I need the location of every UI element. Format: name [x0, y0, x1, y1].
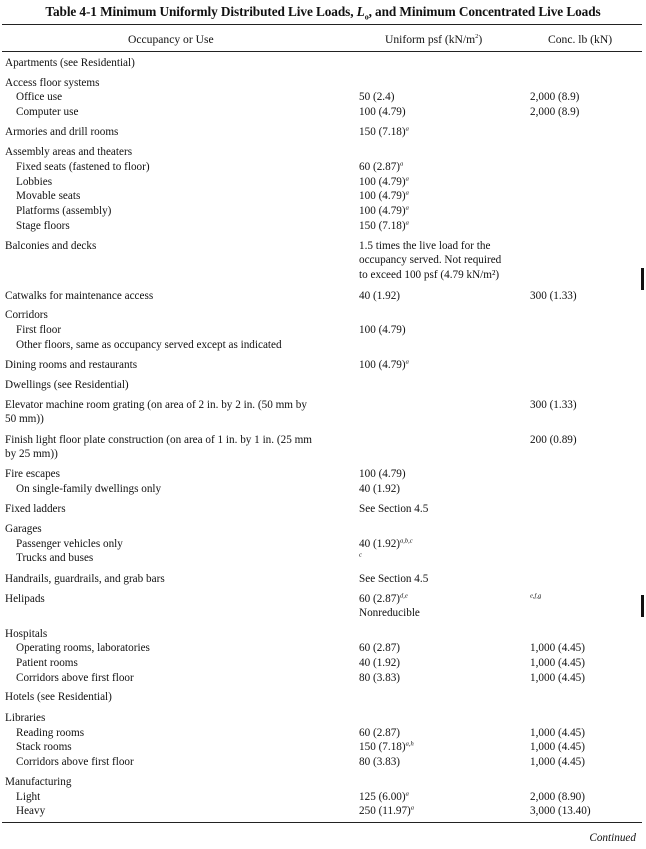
title-text-end: , and Minimum Concentrated Live Loads [368, 4, 601, 19]
concentrated-load-cell: 200 (0.89) [530, 434, 577, 446]
uniform-load-cell: See Section 4.5 [359, 573, 429, 585]
uniform-load-cell: occupancy served. Not required [359, 254, 502, 266]
footnote-ref: a [410, 804, 415, 812]
concentrated-load-cell: 3,000 (13.40) [530, 805, 591, 817]
occupancy-cell: Fixed seats (fastened to floor) [16, 161, 150, 173]
occupancy-cell: Trucks and buses [16, 552, 94, 564]
occupancy-cell: Access floor systems [5, 77, 100, 89]
uniform-load-cell: 100 $(4.79)^a$ [359, 189, 409, 202]
title-symbol: L [356, 4, 365, 19]
footnote-ref: a,h [405, 740, 414, 748]
occupancy-cell: Stack rooms [16, 741, 72, 753]
occupancy-cell: Fire escapes [5, 468, 60, 480]
uniform-load-cell: 60 $(2.87)^{d,e}$ [359, 592, 408, 605]
uniform-load-cell: 80 (3.83) [359, 672, 401, 684]
occupancy-cell: Operating rooms, laboratories [16, 642, 150, 654]
occupancy-cell: Helipads [5, 593, 45, 605]
occupancy-cell: Platforms (assembly) [16, 205, 112, 217]
footnote-ref: a [400, 160, 404, 168]
uniform-load-cell: Nonreducible [359, 607, 420, 619]
change-bar [641, 595, 644, 617]
footnote-ref: a,b,c [400, 537, 413, 545]
occupancy-cell: Corridors [5, 309, 48, 321]
title-subscript: o [364, 12, 369, 22]
occupancy-cell: On single-family dwellings only [16, 483, 162, 495]
occupancy-cell: Office use [16, 91, 63, 103]
concentrated-load-cell: 1,000 (4.45) [530, 727, 585, 739]
occupancy-cell: Balconies and decks [5, 240, 97, 252]
occupancy-cell: Dining rooms and restaurants [5, 359, 138, 371]
occupancy-cell: Hotels (see Residential) [5, 691, 112, 703]
change-bar [641, 268, 644, 290]
concentrated-load-cell: 300 (1.33) [530, 290, 577, 302]
occupancy-cell: Light [16, 791, 41, 803]
occupancy-cell: Handrails, guardrails, and grab bars [5, 573, 165, 585]
occupancy-cell: Stage floors [16, 220, 70, 232]
uniform-load-cell: 80 (3.83) [359, 756, 401, 768]
footnote-ref: a [405, 189, 409, 197]
title-text: Table 4-1 Minimum Uniformly Distributed Live Loads, [45, 4, 357, 19]
concentrated-load-cell: 1,000 (4.45) [530, 642, 585, 654]
occupancy-cell: Apartments (see Residential) [5, 57, 135, 69]
uniform-load-cell: 125 $(6.00)^a$ [359, 790, 409, 803]
occupancy-cell: Other floors, same as occupancy served except as indicated [16, 339, 282, 351]
concentrated-load-cell: 2,000 (8.9) [530, 91, 580, 103]
bottom-rule [2, 822, 642, 823]
uniform-load-cell: 150 $(7.18)^a$ [359, 125, 409, 138]
uniform-load-cell: 150 $(7.18)^a$ [359, 219, 409, 232]
top-rule [2, 24, 642, 25]
uniform-load-cell: 100 (4.79) [359, 106, 406, 118]
uniform-load-cell: 250 $(11.97)^a$ [359, 804, 415, 817]
uniform-load-cell: 40 (1.92) [359, 657, 401, 669]
occupancy-cell: Garages [5, 523, 42, 535]
uniform-load-cell: 100 (4.79) [359, 468, 406, 480]
uniform-load-cell: 150 $(7.18)^{a,h}$ [359, 740, 414, 753]
footnote-ref: a [405, 204, 409, 212]
occupancy-cell: Catwalks for maintenance access [5, 290, 154, 302]
concentrated-load-cell: 300 (1.33) [530, 399, 577, 411]
concentrated-load-cell: 1,000 (4.45) [530, 672, 585, 684]
uniform-load-cell: 100 (4.79) [359, 324, 406, 336]
uniform-load-cell: 40 $(1.92)^{a,b,c}$ [359, 537, 413, 550]
footnote-ref: a [405, 358, 409, 366]
occupancy-cell: Dwellings (see Residential) [5, 379, 129, 391]
occupancy-cell: Fixed ladders [5, 503, 66, 515]
concentrated-load-cell: 1,000 (4.45) [530, 657, 585, 669]
header-occupancy: Occupancy or Use [128, 33, 214, 46]
occupancy-cell: Heavy [16, 805, 46, 817]
uniform-load-cell: 40 (1.92) [359, 290, 401, 302]
occupancy-cell: Elevator machine room grating (on area of 2 in. by 2 in. (50 mm by [5, 399, 307, 411]
uniform-load-cell: 60 (2.87) [359, 642, 401, 654]
occupancy-cell: Corridors above first floor [16, 756, 134, 768]
uniform-load-cell: 60 $(2.87)^a$ [359, 160, 404, 173]
footnote-ref: a [405, 175, 409, 183]
footnote-ref: e,f,g [530, 592, 542, 600]
occupancy-cell: Corridors above first floor [16, 672, 134, 684]
uniform-load-cell: 60 (2.87) [359, 727, 401, 739]
table-title [0, 4, 646, 22]
occupancy-cell: Finish light floor plate construction (on area of 1 in. by 1 in. (25 mm [5, 434, 312, 446]
occupancy-cell: by 25 mm)) [5, 448, 58, 460]
occupancy-cell: Armories and drill rooms [5, 126, 119, 138]
uniform-load-cell: 1.5 times the live load for the [359, 240, 491, 252]
header-uniform: Uniform psf $(kN/m^2)$ [385, 33, 483, 46]
occupancy-cell: Patient rooms [16, 657, 78, 669]
footnote-ref: a [405, 125, 409, 133]
occupancy-cell: Movable seats [16, 190, 81, 202]
occupancy-cell: Hospitals [5, 628, 48, 640]
header-concentrated: Conc. lb (kN) [548, 33, 613, 46]
occupancy-cell: Reading rooms [16, 727, 85, 739]
occupancy-cell: Computer use [16, 106, 79, 118]
uniform-load-cell: 100 $(4.79)^a$ [359, 175, 409, 188]
footnote-ref: a [405, 219, 409, 227]
concentrated-load-cell: 1,000 (4.45) [530, 756, 585, 768]
uniform-load-cell [359, 551, 529, 566]
uniform-load-cell: 50 (2.4) [359, 91, 395, 103]
occupancy-cell: Libraries [5, 712, 46, 724]
continued-note: Continued [589, 832, 636, 844]
occupancy-cell: Lobbies [16, 176, 53, 188]
occupancy-cell: 50 mm)) [5, 413, 44, 425]
occupancy-cell: Passenger vehicles only [16, 538, 123, 550]
footnote-ref: a [405, 790, 409, 798]
uniform-load-cell: 100 $(4.79)^a$ [359, 204, 409, 217]
concentrated-load-cell: 2,000 (8.9) [530, 106, 580, 118]
footnote-ref: c [359, 551, 362, 559]
occupancy-cell: First floor [16, 324, 62, 336]
footnote-ref: d,e [400, 592, 408, 600]
uniform-load-cell: 40 (1.92) [359, 483, 401, 495]
concentrated-load-cell [530, 592, 640, 607]
concentrated-load-cell: 1,000 (4.45) [530, 741, 585, 753]
uniform-load-cell: to exceed 100 psf (4.79 kN/m²) [359, 269, 500, 281]
uniform-load-cell: See Section 4.5 [359, 503, 429, 515]
occupancy-cell: Manufacturing [5, 776, 72, 788]
concentrated-load-cell: 2,000 (8.90) [530, 791, 585, 803]
header-rule [2, 51, 642, 52]
uniform-load-cell: 100 $(4.79)^a$ [359, 358, 409, 371]
occupancy-cell: Assembly areas and theaters [5, 146, 133, 158]
